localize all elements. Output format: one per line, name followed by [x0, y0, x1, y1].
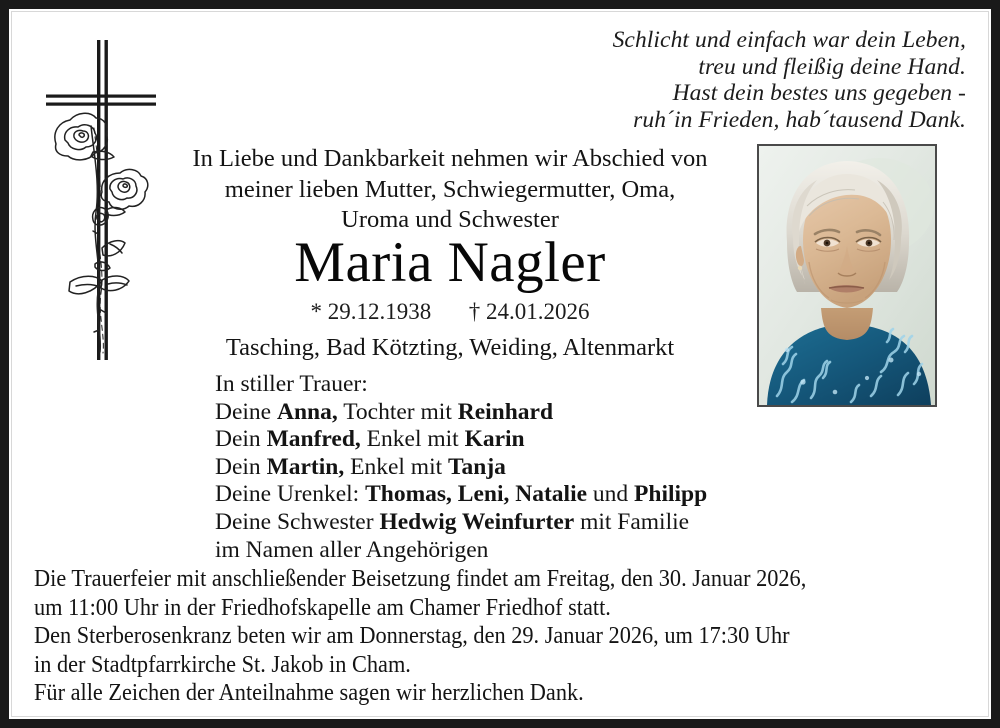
details-line-1: Die Trauerfeier mit anschließender Beisetzung findet am Freitag, den 30. Januar 2026, — [34, 566, 807, 592]
associated-places: Tasching, Bad Kötzting, Weiding, Altenmarkt — [225, 334, 675, 361]
intro-line-2: meiner lieben Mutter, Schwiegermutter, Oma, — [224, 175, 676, 203]
memorial-verse — [406, 27, 966, 133]
verse-line-3: Hast dein bestes uns gegeben - — [672, 80, 966, 106]
mourner-name: Manfred, — [266, 426, 361, 453]
mourner-relation: Enkel mit — [344, 453, 449, 480]
mourner-name: Hedwig Weinfurter — [379, 508, 575, 535]
mourner-relation: Enkel mit — [360, 426, 465, 453]
funeral-details — [34, 565, 899, 708]
mourner-partner: Karin — [464, 426, 525, 453]
mourner-relation: Tochter mit — [337, 398, 458, 425]
life-dates — [150, 298, 750, 325]
mourner-partner: Philipp — [634, 481, 708, 508]
portrait-photo — [757, 144, 937, 407]
mourner-heading: In stiller Trauer: — [215, 371, 368, 397]
mourner-closing: im Namen aller Angehörigen — [215, 536, 489, 563]
death-date: 24.01.2026 — [486, 299, 590, 324]
birth-date: 29.12.1938 — [327, 299, 432, 324]
verse-line-1: Schlicht und einfach war dein Leben, — [612, 27, 966, 53]
mourner-name: Martin, — [266, 453, 345, 480]
verse-line-4: ruh´in Frieden, hab´tausend Dank. — [633, 106, 966, 133]
intro-text — [150, 144, 750, 236]
details-line-2: um 11:00 Uhr in der Friedhofskapelle am Chamer Friedhof statt. — [34, 594, 611, 621]
deceased-name: Maria Nagler — [294, 231, 606, 294]
mourner-line — [215, 509, 755, 537]
mourner-relation: mit Familie — [574, 508, 690, 535]
mourner-line — [215, 481, 755, 509]
intro-line-3: Uroma und Schwester — [341, 206, 559, 233]
details-line-5: Für alle Zeichen der Anteilnahme sagen wir herzlichen Dank. — [34, 680, 584, 707]
mourner-prefix: Deine Schwester — [215, 508, 380, 535]
death-symbol: † — [468, 299, 481, 324]
details-line-3: Den Sterberosenkranz beten wir am Donnerstag, den 29. Januar 2026, um 17:30 Uhr — [34, 623, 790, 650]
mourner-list — [215, 371, 755, 564]
mourner-line — [215, 399, 755, 427]
mourner-prefix: Deine — [215, 398, 277, 425]
mourner-prefix: Dein — [215, 453, 267, 480]
mourner-relation: und — [587, 481, 635, 508]
mourner-name: Anna, — [277, 398, 338, 425]
details-line-4: in der Stadtpfarrkirche St. Jakob in Cham. — [34, 651, 411, 678]
birth-symbol: * — [310, 299, 322, 324]
mourner-line — [215, 454, 755, 482]
mourner-prefix: Deine Urenkel: — [215, 481, 366, 508]
mourner-partner: Reinhard — [457, 398, 554, 425]
mourner-partner: Tanja — [448, 453, 506, 480]
mourner-name: Thomas, Leni, Natalie — [365, 481, 588, 508]
intro-line-1: In Liebe und Dankbarkeit nehmen wir Abschied von — [192, 145, 708, 172]
verse-line-2: treu und fleißig deine Hand. — [698, 53, 966, 80]
mourner-line — [215, 426, 755, 454]
mourner-prefix: Dein — [215, 426, 267, 453]
